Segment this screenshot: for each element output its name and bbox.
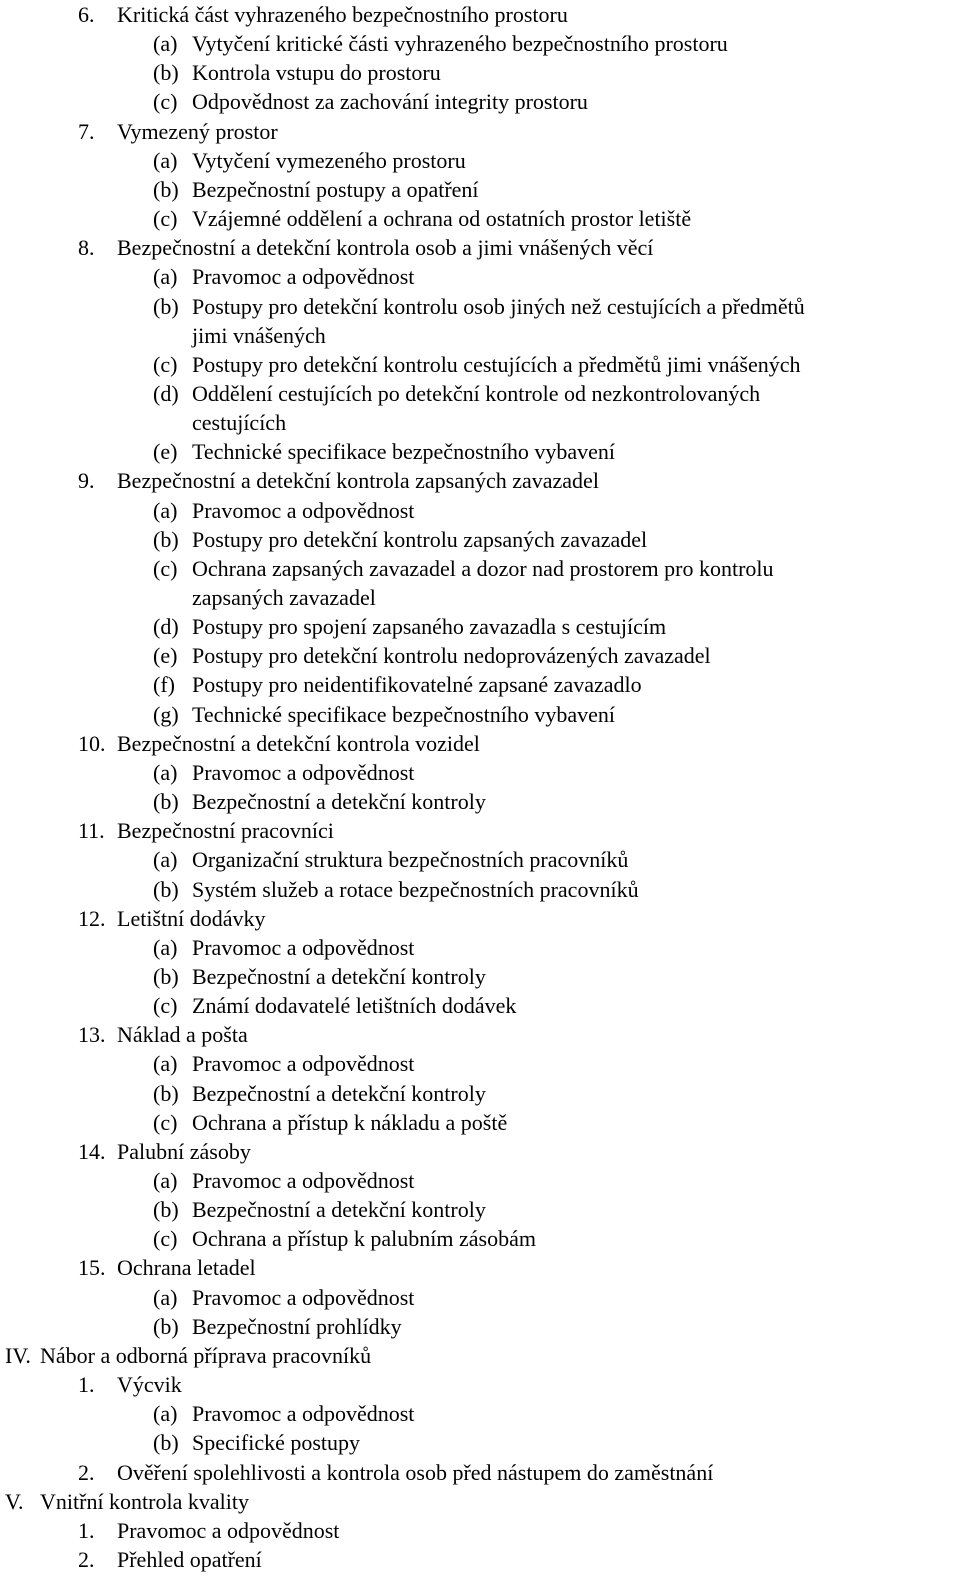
outline-subsection [0, 350, 960, 379]
outline-number: 10. [78, 730, 106, 756]
outline-number: (b) [153, 963, 179, 989]
outline-subsection [0, 292, 960, 321]
outline-number: 15. [78, 1255, 106, 1281]
outline-subsection [0, 1166, 960, 1195]
outline-number: (b) [153, 1313, 179, 1339]
outline-number: 13. [78, 1022, 106, 1048]
outline-subsection [0, 525, 960, 554]
outline-subsection [0, 787, 960, 816]
outline-number: (b) [153, 789, 179, 815]
outline-subsection [0, 962, 960, 991]
outline-text: Postupy pro detekční kontrolu osob jiných než cestujících a předmětů [192, 293, 805, 319]
outline-continuation [0, 408, 960, 437]
outline-text: Technické specifikace bezpečnostního vybavení [192, 439, 615, 465]
outline-number: 1. [78, 1372, 95, 1398]
outline-text: Bezpečnostní a detekční kontroly [192, 1197, 486, 1223]
outline-number: (c) [153, 89, 178, 115]
outline-subsection [0, 875, 960, 904]
outline-number: 1. [78, 1517, 95, 1543]
outline-text: Pravomoc a odpovědnost [192, 1168, 415, 1193]
outline-subsection [0, 1399, 960, 1428]
outline-number: (d) [153, 614, 179, 640]
outline-number: 2. [78, 1459, 95, 1485]
outline-number: (e) [153, 439, 178, 465]
outline-text: Vytyčení vymezeného prostoru [192, 147, 466, 173]
outline-text: Pravomoc a odpovědnost [192, 497, 415, 523]
outline-text: Bezpečnostní a detekční kontroly [192, 1080, 486, 1106]
outline-text: Kritická část vyhrazeného bezpečnostního prostoru [117, 2, 568, 27]
outline-number: IV. [5, 1342, 31, 1368]
outline-subsection [0, 58, 960, 87]
outline-number: (c) [153, 1109, 178, 1135]
outline-section [0, 1020, 960, 1049]
outline-text: Ověření spolehlivosti a kontrola osob před nástupem do zaměstnání [117, 1459, 714, 1485]
outline-text: Známí dodavatelé letištních dodávek [192, 993, 517, 1019]
outline-subsection [0, 845, 960, 874]
outline-section [0, 904, 960, 933]
outline-subsection [0, 612, 960, 641]
outline-text: Systém služeb a rotace bezpečnostních pracovníků [192, 876, 639, 902]
outline-number: (f) [153, 672, 175, 698]
outline-number: 8. [78, 235, 95, 261]
outline-number: (b) [153, 1197, 179, 1223]
outline-subsection [0, 204, 960, 233]
outline-number: (c) [153, 555, 178, 581]
outline-text: Bezpečnostní pracovníci [117, 818, 334, 844]
outline-subsection [0, 1108, 960, 1137]
outline-number: (b) [153, 1430, 179, 1456]
outline-number: 7. [78, 118, 95, 144]
outline-text: Bezpečnostní a detekční kontrola zapsaných zavazadel [117, 468, 599, 494]
outline-text: Odpovědnost za zachování integrity prostoru [192, 89, 588, 115]
outline-text: Pravomoc a odpovědnost [117, 1517, 340, 1543]
outline-subsection [0, 379, 960, 408]
outline-text: Ochrana a přístup k nákladu a poště [192, 1109, 508, 1135]
outline-text: Oddělení cestujících po detekční kontrole od nezkontrolovaných [192, 380, 761, 406]
outline-subsection [0, 700, 960, 729]
outline-number: (b) [153, 876, 179, 902]
outline-text: Organizační struktura bezpečnostních pracovníků [192, 847, 629, 873]
outline-number: (b) [153, 60, 179, 86]
outline-text: Postupy pro detekční kontrolu nedoprovázených zavazadel [192, 643, 711, 669]
outline-number: (a) [153, 1051, 178, 1077]
outline-text: Specifické postupy [192, 1430, 361, 1456]
outline-number: (a) [153, 497, 178, 523]
outline-number: (b) [153, 1080, 179, 1106]
outline-text: Palubní zásoby [117, 1138, 251, 1164]
outline-number: (c) [153, 1226, 178, 1252]
outline-section [0, 1137, 960, 1166]
outline-subsection [0, 262, 960, 291]
outline-chapter [0, 1487, 960, 1516]
outline-text: Vnitřní kontrola kvality [40, 1488, 249, 1514]
outline-text: zapsaných zavazadel [192, 585, 376, 610]
outline-number: 2. [78, 1546, 95, 1572]
outline-text: Bezpečnostní postupy a opatření [192, 176, 479, 202]
outline-section [0, 816, 960, 845]
outline-text: Pravomoc a odpovědnost [192, 759, 415, 785]
outline-number: 14. [78, 1138, 106, 1164]
outline-number: (a) [153, 1401, 178, 1427]
outline-text: Vymezený prostor [117, 118, 278, 144]
outline-text: Výcvik [117, 1372, 182, 1398]
outline-number: (b) [153, 176, 179, 202]
outline-chapter [0, 1341, 960, 1370]
outline-subsection [0, 554, 960, 583]
outline-section [0, 0, 960, 29]
outline-number: (a) [153, 934, 178, 960]
outline-subsection [0, 641, 960, 670]
outline-text: Vytyčení kritické části vyhrazeného bezpečnostního prostoru [192, 31, 728, 57]
outline-text: Postupy pro neidentifikovatelné zapsané zavazadlo [192, 672, 642, 698]
outline-section [0, 1516, 960, 1545]
outline-text: Náklad a pošta [117, 1022, 248, 1048]
outline-text: Technické specifikace bezpečnostního vybavení [192, 701, 615, 727]
outline-text: Postupy pro spojení zapsaného zavazadla s cestujícím [192, 614, 667, 640]
outline-subsection [0, 175, 960, 204]
outline-text: Pravomoc a odpovědnost [192, 1401, 415, 1427]
outline-subsection [0, 1283, 960, 1312]
outline-number: (c) [153, 993, 178, 1019]
outline-section [0, 466, 960, 495]
outline-section [0, 117, 960, 146]
outline-text: Pravomoc a odpovědnost [192, 1284, 415, 1310]
outline-text: jimi vnášených [192, 322, 326, 348]
outline-text: Ochrana a přístup k palubním zásobám [192, 1226, 536, 1252]
outline-subsection [0, 146, 960, 175]
outline-subsection [0, 1079, 960, 1108]
outline-number: (a) [153, 1168, 178, 1193]
outline-subsection [0, 1224, 960, 1253]
outline-subsection [0, 758, 960, 787]
outline-text: Bezpečnostní a detekční kontroly [192, 963, 486, 989]
outline-text: Bezpečnostní a detekční kontroly [192, 789, 486, 815]
outline-text: Postupy pro detekční kontrolu zapsaných zavazadel [192, 526, 648, 552]
outline-number: (d) [153, 380, 179, 406]
outline-section [0, 233, 960, 262]
outline-text: Vzájemné oddělení a ochrana od ostatních prostor letiště [192, 206, 692, 232]
outline-text: Ochrana letadel [117, 1255, 256, 1281]
outline-subsection [0, 670, 960, 699]
outline-text: Bezpečnostní a detekční kontrola osob a jimi vnášených věcí [117, 235, 654, 261]
outline-number: (c) [153, 351, 178, 377]
outline-subsection [0, 496, 960, 525]
outline-subsection [0, 29, 960, 58]
outline-section [0, 1458, 960, 1487]
outline-number: (a) [153, 147, 178, 173]
outline-text: cestujících [192, 410, 287, 436]
outline-continuation [0, 583, 960, 612]
outline-number: (g) [153, 701, 179, 727]
outline-number: (b) [153, 526, 179, 552]
outline-number: 9. [78, 468, 95, 494]
outline-number: (a) [153, 759, 178, 785]
outline-subsection [0, 1312, 960, 1341]
outline-subsection [0, 933, 960, 962]
outline-number: 12. [78, 905, 106, 931]
outline-text: Ochrana zapsaných zavazadel a dozor nad prostorem pro kontrolu [192, 555, 774, 581]
outline-number: 6. [78, 2, 95, 27]
outline-number: (b) [153, 293, 179, 319]
outline-text: Bezpečnostní a detekční kontrola vozidel [117, 730, 480, 756]
outline-subsection [0, 87, 960, 116]
outline-subsection [0, 991, 960, 1020]
outline-subsection [0, 1049, 960, 1078]
outline-subsection [0, 437, 960, 466]
outline-section [0, 729, 960, 758]
outline-text: Pravomoc a odpovědnost [192, 264, 415, 290]
outline-number: V. [5, 1488, 24, 1514]
outline-text: Kontrola vstupu do prostoru [192, 60, 441, 86]
outline-subsection [0, 1428, 960, 1457]
outline-number: (a) [153, 1284, 178, 1310]
outline-number: (c) [153, 206, 178, 232]
outline-text: Bezpečnostní prohlídky [192, 1313, 402, 1339]
outline-text: Pravomoc a odpovědnost [192, 934, 415, 960]
outline-number: (a) [153, 31, 178, 57]
outline-text: Nábor a odborná příprava pracovníků [40, 1342, 372, 1368]
outline-number: 11. [78, 818, 105, 844]
outline-text: Pravomoc a odpovědnost [192, 1051, 415, 1077]
outline-number: (a) [153, 847, 178, 873]
outline-section [0, 1545, 960, 1574]
outline-number: (a) [153, 264, 178, 290]
outline-text: Letištní dodávky [117, 905, 266, 931]
outline-text: Postupy pro detekční kontrolu cestujících a předmětů jimi vnášených [192, 351, 801, 377]
outline-section [0, 1253, 960, 1282]
outline-continuation [0, 321, 960, 350]
outline-section [0, 1370, 960, 1399]
outline-subsection [0, 1195, 960, 1224]
outline-number: (e) [153, 643, 178, 669]
outline-text: Přehled opatření [117, 1546, 262, 1572]
